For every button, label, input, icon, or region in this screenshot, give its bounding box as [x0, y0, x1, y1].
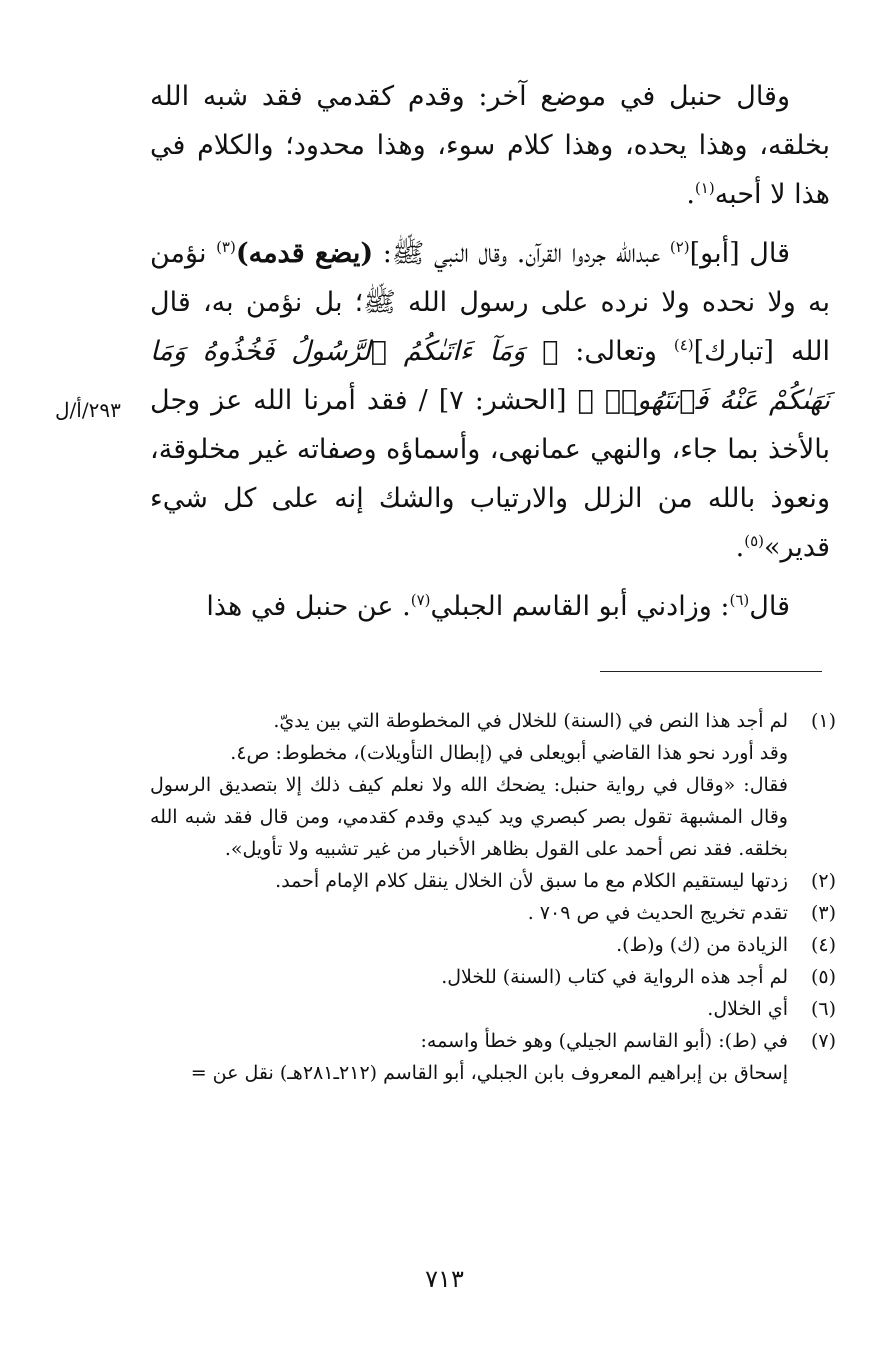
footnote-body: الزيادة من (ك) و(ط). [616, 934, 788, 956]
paragraph-2-text-a: قال [أبو] [689, 238, 790, 269]
footnote-body: في (ط): (أبو القاسم الجيلي) وهو خطأ واسمه: [420, 1030, 788, 1052]
quran-verse: ﴿ وَمَآ ءَاتَىٰكُمُ ٱلرَّسُولُ فَخُذُوهُ وَمَا نَهَىٰكُمْ عَنْهُ فَٱنتَهُوا۟ ﴾ [150, 336, 830, 416]
footnote-line: وقد أورد نحو هذا القاضي أبويعلى في (إبطال التأويلات)، مخطوط: ص٤. [230, 742, 788, 764]
footnote-body: لم أجد هذه الرواية في كتاب (السنة) للخلال. [441, 966, 788, 988]
paragraph-3-text-a: قال [749, 591, 790, 622]
footnote-body: زدتها ليستقيم الكلام مع ما سبق لأن الخلال ينقل كلام الإمام أحمد. [275, 870, 788, 892]
footnote-separator [600, 671, 822, 672]
main-text [150, 72, 830, 641]
paragraph-3-text-b: : وزادني أبو القاسم الجبلي [430, 591, 730, 622]
footnote-number: (٤) [810, 934, 836, 956]
footnote-5 [150, 961, 836, 993]
footnote-number: (٧) [810, 1030, 836, 1052]
footnote-line: فقال: «وقال في رواية حنبل: يضحك الله ولا نعلم كيف ذلك إلا بتصديق الرسول وقال المشبهة تقول بصر كبصري ويد كيدي وقدم كقدمي، ومن قال فقد شبه الله بخلقه. فقد نص أحمد على القول بظاهر الأخبار من غير تشبيه ولا تأويل». [150, 774, 788, 860]
footnote-ref-2: (٢) [669, 238, 690, 256]
paragraph-1-end: . [686, 179, 695, 210]
footnote-number: (٢) [810, 870, 836, 892]
paragraph-2-text-d: وتعالى: [558, 336, 674, 367]
paragraph-2-text-e: [الحشر: ٧] / فقد أمرنا الله عز وجل بالأخذ بما جاء، والنهي عمانهى، وأسماؤه وصفاته غير مخلوقة، ونعوذ بالله من الزلل والارتياب والشك إنه على كل شيء قدير» [150, 385, 830, 563]
footnote-line: لم أجد هذا النص في (السنة) للخلال في المخطوطة التي بين يديّ. [273, 710, 788, 732]
footnote-ref-6: (٦) [729, 591, 750, 609]
footnote-7 [150, 1025, 836, 1057]
paragraph-1-text: وقال حنبل في موضع آخر: وقدم كقدمي فقد شبه الله بخلقه، وهذا يحده، وهذا كلام سوء، وهذا محدود؛ والكلام في هذا لا أحبه [150, 81, 830, 210]
paragraph-3 [150, 582, 830, 631]
page-number: ٧١٣ [425, 1265, 464, 1293]
footnote-ref-1: (١) [694, 179, 715, 197]
footnote-number: (٦) [810, 998, 836, 1020]
footnote-ref-4: (٤) [673, 336, 694, 354]
paragraph-2-text-c: نؤمن به ولا نحده ولا نرده على رسول الله ﷺ؛ بل نؤمن به، قال الله [تبارك] [150, 238, 830, 367]
paragraph-3-text-c: . عن حنبل في هذا [206, 591, 411, 622]
footnote-number: (١) [810, 710, 836, 732]
paragraph-1 [150, 72, 830, 219]
footnote-body [150, 705, 788, 865]
footnote-7-continuation: إسحاق بن إبراهيم المعروف بابن الجبلي، أبو القاسم (٢١٢ـ٢٨١هـ) نقل عن = [190, 1062, 788, 1084]
footnote-ref-5: (٥) [744, 532, 764, 550]
paragraph-2-text-b: عبدالله جردوا القرآن. وقال النبي ﷺ: [373, 238, 670, 269]
footnote-6 [150, 993, 836, 1025]
footnote-1 [150, 705, 836, 865]
footnote-ref-7: (٧) [410, 591, 431, 609]
paragraph-2 [150, 229, 830, 572]
footnote-body: تقدم تخريج الحديث في ص ٧٠٩ . [527, 902, 788, 924]
manuscript-folio-note: ٢٩٣/أ/ل [55, 398, 121, 422]
hadith-phrase: (يضع قدمه) [235, 238, 374, 269]
footnote-number: (٥) [810, 966, 836, 988]
footnote-body: أي الخلال. [707, 998, 788, 1020]
footnote-2 [150, 865, 836, 897]
footnote-3 [150, 897, 836, 929]
footnote-ref-3: (٣) [216, 238, 236, 256]
footnotes [150, 705, 836, 1089]
paragraph-2-end: . [735, 532, 745, 563]
footnote-number: (٣) [810, 902, 836, 924]
footnote-4 [150, 929, 836, 961]
